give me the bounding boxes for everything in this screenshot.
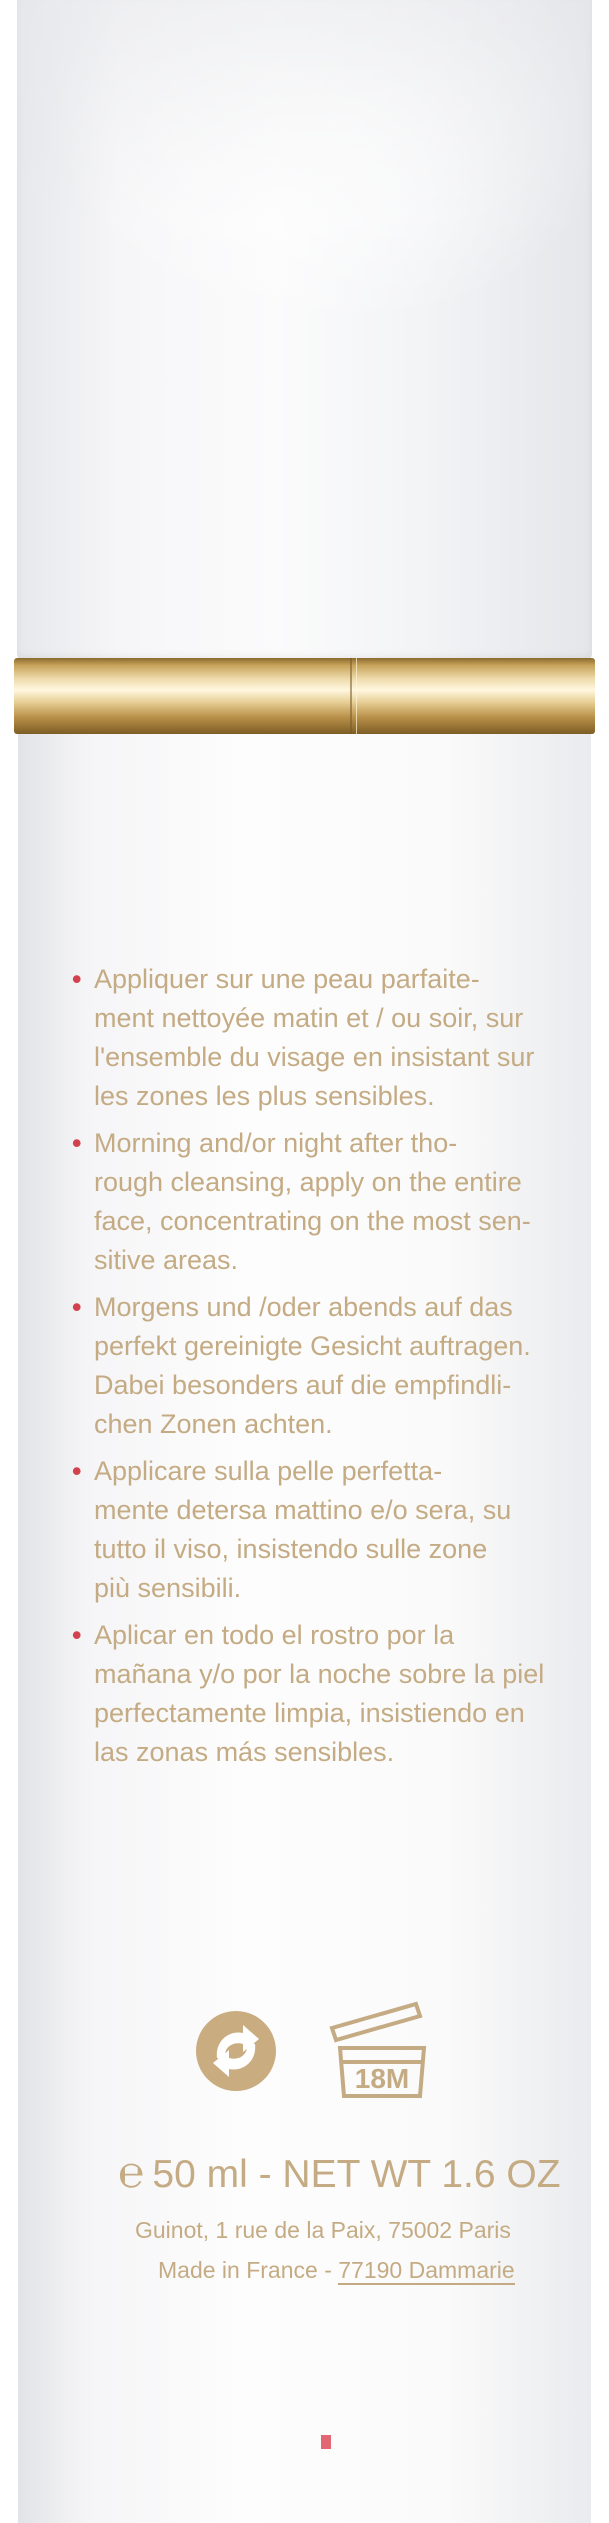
instruction-es (72, 1616, 577, 1772)
gold-band (14, 658, 595, 734)
instruction-text: Morning and/or night after tho- rough cleansing, apply on the entire face, concentrating on the most sen- sitive areas. (94, 1128, 531, 1275)
instruction-fr (72, 960, 577, 1116)
volume-text: 50 ml - NET WT 1.6 OZ (152, 2153, 561, 2196)
bullet: • (72, 1292, 82, 1322)
jar-icon (320, 1990, 438, 2108)
address-line-1: Guinot, 1 rue de la Paix, 75002 Paris (135, 2217, 511, 2243)
address-line-2 (158, 2257, 598, 2284)
instruction-it (72, 1452, 577, 1608)
volume-line (118, 2148, 578, 2198)
instruction-text: Appliquer sur une peau parfaite- ment nettoyée matin et / ou soir, sur l'ensemble du visage en insistant sur les zones les plus sensibles. (94, 964, 535, 1111)
instruction-text: Morgens und /oder abends auf das perfekt gereinigte Gesicht auftragen. Dabei besonders auf die empfindli- chen Zonen achten. (94, 1292, 531, 1439)
instructions-block (72, 960, 577, 1780)
band-seam (350, 658, 352, 734)
pao-label: 18M (354, 2063, 410, 2094)
estimated-sign: ℮ (118, 2148, 145, 2197)
band-seam-highlight (356, 658, 357, 734)
instruction-text: Aplicar en todo el rostro por la mañana y/o por la noche sobre la piel perfectamente limpia, insistiendo en las zonas más sensibles. (94, 1620, 545, 1767)
bullet: • (72, 1128, 82, 1158)
bullet: • (72, 1620, 82, 1650)
instruction-en (72, 1124, 577, 1280)
origin-text: Made in France - (158, 2257, 339, 2283)
instruction-text: Applicare sulla pelle perfetta- mente detersa mattino e/o sera, su tutto il viso, insistendo sulle zone più sensibili. (94, 1456, 512, 1603)
instruction-de (72, 1288, 577, 1444)
recycle-icon (193, 2008, 279, 2094)
red-marker (321, 2435, 331, 2449)
bullet: • (72, 1456, 82, 1486)
factory-address: 77190 Dammarie (338, 2257, 515, 2283)
cap-highlight (17, 0, 592, 220)
bullet: • (72, 964, 82, 994)
